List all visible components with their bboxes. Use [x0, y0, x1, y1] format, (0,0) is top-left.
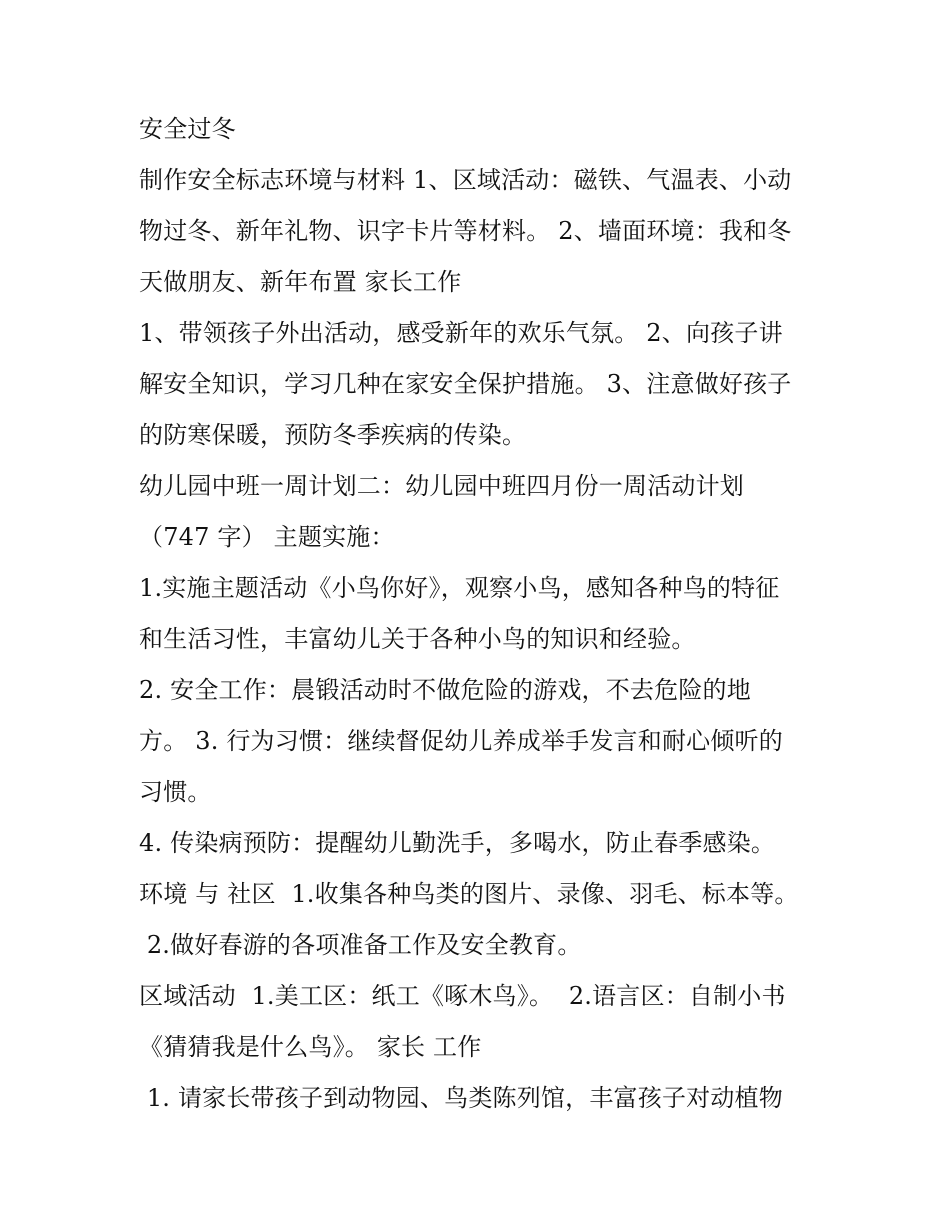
- text-line: 幼儿园中班一周计划二：幼儿园中班四月份一周活动计划: [139, 472, 744, 500]
- text-line: 4. 传染病预防：提醒幼儿勤洗手，多喝水，防止春季感染。: [139, 829, 776, 857]
- text-line: 方。 3. 行为习惯：继续督促幼儿养成举手发言和耐心倾听的: [139, 727, 783, 755]
- text-line: 1.实施主题活动《小鸟你好》，观察小鸟，感知各种鸟的特征: [139, 574, 780, 602]
- text-line: 制作安全标志环境与材料 1、区域活动：磁铁、气温表、小动: [139, 166, 792, 194]
- text-line: 《猜猜我是什么鸟》。 家长 工作: [139, 1033, 482, 1061]
- text-line: 2. 安全工作：晨锻活动时不做危险的游戏，不去危险的地: [139, 676, 751, 704]
- text-line: 2.做好春游的各项准备工作及安全教育。: [139, 931, 582, 959]
- text-line: 的防寒保暖，预防冬季疾病的传染。: [139, 421, 527, 449]
- text-line: 物过冬、新年礼物、识字卡片等材料。 2、墙面环境：我和冬: [139, 217, 792, 245]
- text-line: 解安全知识，学习几种在家安全保护措施。 3、注意做好孩子: [139, 370, 792, 398]
- document-body: [139, 104, 819, 1124]
- text-line: 习惯。: [139, 778, 212, 806]
- text-line: 天做朋友、新年布置 家长工作: [139, 268, 462, 296]
- text-line: 1. 请家长带孩子到动物园、鸟类陈列馆，丰富孩子对动植物: [139, 1084, 783, 1112]
- text-line: 1、带领孩子外出活动，感受新年的欢乐气氛。 2、向孩子讲: [139, 319, 783, 347]
- text-line: 和生活习性，丰富幼儿关于各种小鸟的知识和经验。: [139, 625, 696, 653]
- text-line: （747 字） 主题实施：: [139, 523, 395, 551]
- line-title: 安全过冬: [139, 115, 236, 143]
- text-line: 环境 与 社区 1.收集各种鸟类的图片、录像、羽毛、标本等。: [139, 880, 799, 908]
- text-line: 区域活动 1.美工区：纸工《啄木鸟》。 2.语言区：自制小书: [139, 982, 786, 1010]
